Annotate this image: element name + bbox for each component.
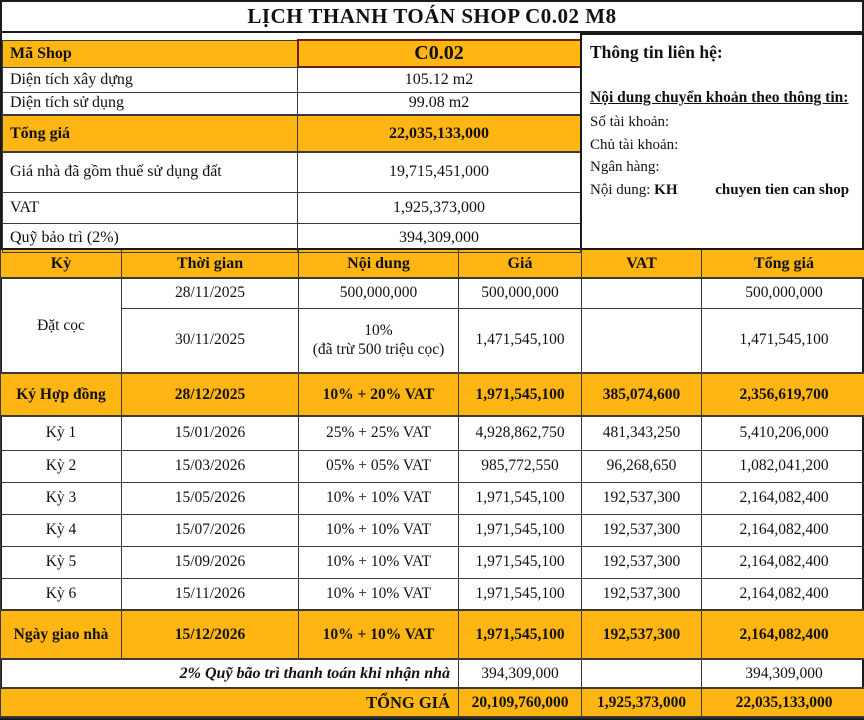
header-price: Giá (459, 249, 582, 278)
period-cell: Kỳ 5 (1, 546, 122, 578)
maintenance-fee-row (1, 659, 864, 688)
payment-schedule-table (0, 248, 864, 718)
installment-row (1, 482, 864, 514)
vat-value: 1,925,373,000 (298, 192, 581, 223)
price-cell: 1,971,545,100 (459, 610, 582, 659)
installment-row (1, 450, 864, 482)
grand-total-label: TỔNG GIÁ (1, 688, 459, 717)
contact-title: Thông tin liên hệ: (590, 42, 723, 62)
vat-cell: 192,537,300 (582, 578, 702, 610)
maintenance-fee-label: 2% Quỹ bão trì thanh toán khi nhận nhà (1, 659, 459, 688)
date-cell: 28/11/2025 (122, 278, 299, 308)
house-price-label: Giá nhà đã gồm thuế sử dụng đất (3, 152, 298, 192)
price-cell: 394,309,000 (459, 659, 582, 688)
total-cell: 1,082,041,200 (702, 450, 864, 482)
total-price-value: 22,035,133,000 (298, 115, 581, 152)
period-cell: Kỳ 6 (1, 578, 122, 610)
built-area-value: 105.12 m2 (298, 67, 581, 92)
content-line-2: (đã trừ 500 triệu cọc) (312, 341, 445, 359)
installment-row (1, 416, 864, 450)
contract-signing-row (1, 373, 864, 416)
content-cell: 10% + 10% VAT (299, 514, 459, 546)
header-content: Nội dung (299, 249, 459, 278)
property-table (2, 39, 582, 253)
usable-area-label: Diện tích sử dụng (3, 92, 298, 115)
vat-cell (582, 659, 702, 688)
date-cell: 15/12/2026 (122, 610, 299, 659)
total-price-label: Tổng giá (3, 115, 298, 152)
vat-cell: 192,537,300 (582, 514, 702, 546)
content-cell: 10% + 10% VAT (299, 578, 459, 610)
date-cell: 15/11/2026 (122, 578, 299, 610)
vat-cell: 385,074,600 (582, 373, 702, 416)
maintenance-fund-label: Quỹ bảo trì (2%) (3, 223, 298, 252)
content-cell: 500,000,000 (299, 278, 459, 308)
deposit-row-1 (1, 278, 864, 308)
top-section (2, 33, 862, 248)
installment-row (1, 546, 864, 578)
vat-cell: 192,537,300 (582, 546, 702, 578)
total-cell: 2,164,082,400 (702, 610, 864, 659)
property-summary (2, 33, 580, 248)
date-cell: 15/09/2026 (122, 546, 299, 578)
total-cell: 2,164,082,400 (702, 514, 864, 546)
date-cell: 28/12/2025 (122, 373, 299, 416)
date-cell: 15/01/2026 (122, 416, 299, 450)
schedule-header-row (1, 249, 864, 278)
price-cell: 1,971,545,100 (459, 578, 582, 610)
content-note: chuyen tien can shop (715, 182, 850, 199)
maintenance-fund-value: 394,309,000 (298, 223, 581, 252)
total-cell: 500,000,000 (702, 278, 864, 308)
total-cell: 5,410,206,000 (702, 416, 864, 450)
transfer-heading: Nội dung chuyển khoản theo thông tin: (590, 89, 849, 107)
grand-total-row (1, 688, 864, 717)
price-cell: 985,772,550 (459, 450, 582, 482)
header-vat: VAT (582, 249, 702, 278)
vat-cell: 192,537,300 (582, 482, 702, 514)
handover-row (1, 610, 864, 659)
vat-cell: 96,268,650 (582, 450, 702, 482)
account-holder-label: Chủ tài khoản: (590, 136, 679, 153)
content-line-1: 10% (364, 321, 393, 339)
period-cell: Kỳ 4 (1, 514, 122, 546)
vat-cell: 192,537,300 (582, 610, 702, 659)
date-cell: 15/03/2026 (122, 450, 299, 482)
content-cell: 25% + 25% VAT (299, 416, 459, 450)
period-cell: Kỳ 2 (1, 450, 122, 482)
content-label: Nội dung: (590, 182, 651, 199)
installment-row (1, 514, 864, 546)
period-cell: Kỳ 3 (1, 482, 122, 514)
header-total: Tổng giá (702, 249, 864, 278)
bank-label: Ngân hàng: (590, 159, 660, 176)
total-cell: 2,164,082,400 (702, 546, 864, 578)
account-number-label: Số tài khoản: (590, 113, 670, 130)
total-cell: 2,164,082,400 (702, 482, 864, 514)
header-date: Thời gian (122, 249, 299, 278)
content-cell: 10% + 10% VAT (299, 482, 459, 514)
price-cell: 1,971,545,100 (459, 546, 582, 578)
vat-cell (582, 278, 702, 308)
price-cell: 20,109,760,000 (459, 688, 582, 717)
date-cell: 30/11/2025 (122, 308, 299, 373)
content-cell: 10% + 10% VAT (299, 546, 459, 578)
contact-panel (580, 33, 862, 248)
shop-code-value: C0.02 (298, 40, 581, 67)
total-cell: 2,356,619,700 (702, 373, 864, 416)
content-cell (299, 308, 459, 373)
date-cell: 15/05/2026 (122, 482, 299, 514)
content-cell: 05% + 05% VAT (299, 450, 459, 482)
price-cell: 1,971,545,100 (459, 514, 582, 546)
total-cell: 394,309,000 (702, 659, 864, 688)
deposit-row-2 (1, 308, 864, 373)
total-cell: 2,164,082,400 (702, 578, 864, 610)
vat-cell: 481,343,250 (582, 416, 702, 450)
price-cell: 4,928,862,750 (459, 416, 582, 450)
header-period: Kỳ (1, 249, 122, 278)
price-cell: 1,471,545,100 (459, 308, 582, 373)
total-cell: 1,471,545,100 (702, 308, 864, 373)
price-cell: 500,000,000 (459, 278, 582, 308)
shop-code-label: Mã Shop (3, 40, 298, 67)
content-code: KH (654, 182, 678, 199)
price-cell: 1,971,545,100 (459, 373, 582, 416)
period-cell: Kỳ 1 (1, 416, 122, 450)
installment-row (1, 578, 864, 610)
content-cell: 10% + 20% VAT (299, 373, 459, 416)
date-cell: 15/07/2026 (122, 514, 299, 546)
vat-cell (582, 308, 702, 373)
transfer-content-line (590, 180, 854, 202)
period-cell: Ngày giao nhà (1, 610, 122, 659)
period-cell: Đặt cọc (1, 278, 122, 373)
house-price-value: 19,715,451,000 (298, 152, 581, 192)
page-title: LỊCH THANH TOÁN SHOP C0.02 M8 (2, 2, 862, 33)
price-cell: 1,971,545,100 (459, 482, 582, 514)
total-cell: 22,035,133,000 (702, 688, 864, 717)
period-cell: Ký Hợp đồng (1, 373, 122, 416)
content-cell: 10% + 10% VAT (299, 610, 459, 659)
vat-cell: 1,925,373,000 (582, 688, 702, 717)
built-area-label: Diện tích xây dựng (3, 67, 298, 92)
vat-label: VAT (3, 192, 298, 223)
usable-area-value: 99.08 m2 (298, 92, 581, 115)
